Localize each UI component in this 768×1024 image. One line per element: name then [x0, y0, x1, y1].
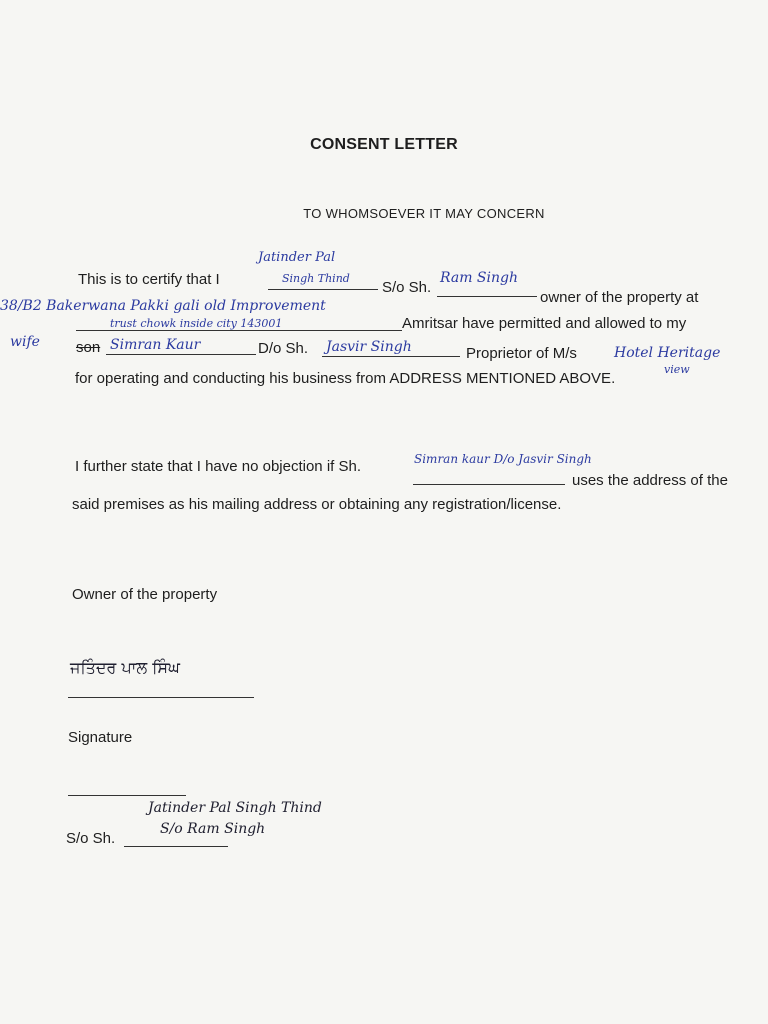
signature-label: Signature [68, 729, 133, 746]
handwritten-address-2: trust chowk inside city 143001 [110, 317, 283, 330]
para1-owner-of: owner of the property at [540, 289, 699, 306]
signature-blank-line [68, 795, 186, 796]
owner-label: Owner of the property [72, 586, 218, 603]
para1-amritsar: Amritsar have permitted and allowed to my [402, 315, 687, 332]
so-sh-label: S/o Sh. [66, 830, 116, 847]
letter-title: CONSENT LETTER [310, 136, 458, 153]
para2-line2: said premises as his mailing address or obtaining any registration/license. [72, 496, 562, 513]
owner-signature: ਜਤਿੰਦਰ ਪਾਲ ਸਿੰਘ [70, 658, 180, 677]
handwritten-sig-name: Jatinder Pal Singh Thind [148, 800, 322, 816]
handwritten-firm: Hotel Heritage [614, 345, 721, 361]
para2-line1: I further state that I have no objection if Sh. [75, 458, 362, 475]
daughter-father-underline [322, 356, 460, 357]
handwritten-father: Ram Singh [440, 270, 518, 286]
handwritten-name-top: Jatinder Pal [258, 250, 336, 265]
para1-intro: This is to certify that I [78, 271, 220, 288]
handwritten-name-bottom: Singh Thind [282, 272, 350, 285]
struck-son-word: son [76, 339, 101, 356]
signature-underline [68, 697, 254, 698]
handwritten-daughter-father: Jasvir Singh [326, 339, 412, 355]
daughter-underline [106, 354, 256, 355]
handwritten-wife: wife [10, 334, 40, 350]
para1-line4: for operating and conducting his business from ADDRESS MENTIONED ABOVE. [75, 370, 616, 387]
para1-so-sh: S/o Sh. [382, 279, 432, 296]
so-sh-underline [124, 846, 228, 847]
letter-subtitle: TO WHOMSOEVER IT MAY CONCERN [303, 206, 545, 221]
name-underline [268, 289, 378, 290]
para2-uses: uses the address of the [572, 472, 728, 489]
handwritten-no-objection-name: Simran kaur D/o Jasvir Singh [414, 452, 592, 466]
father-underline [437, 296, 537, 297]
para1-proprietor: Proprietor of M/s [466, 345, 577, 362]
handwritten-daughter: Simran Kaur [110, 337, 201, 353]
handwritten-address-1: 38/B2 Bakerwana Pakki gali old Improvement [0, 298, 326, 314]
address-underline [76, 330, 402, 331]
para1-do-sh: D/o Sh. [258, 340, 309, 357]
no-objection-underline [413, 484, 565, 485]
handwritten-firm-2: view [664, 363, 690, 376]
handwritten-sig-father: S/o Ram Singh [160, 821, 266, 837]
